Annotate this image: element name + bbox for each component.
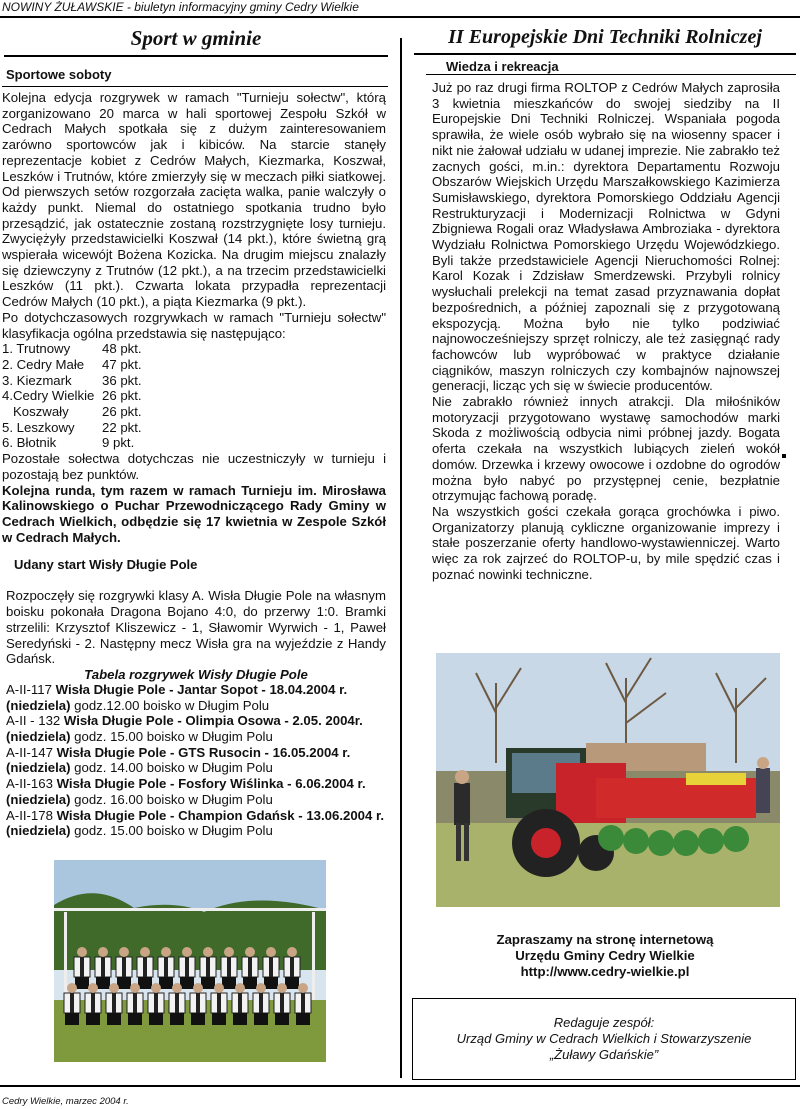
sport-title: Sport w gminie bbox=[130, 26, 262, 50]
standings-row bbox=[2, 388, 390, 404]
fixture-code: A-II-117 bbox=[6, 681, 56, 697]
fixture-teams: Wisła Długie Pole - Olimpia Osowa - 2.05. 2004r. (niedziela) bbox=[6, 713, 363, 745]
editor-line-2: Urząd Gminy w Cedrach Wielkich i Stowarzyszenie bbox=[456, 1031, 752, 1046]
standings-team: 1. Trutnowy bbox=[2, 341, 71, 357]
fixture-time-place: godz. 16.00 boisko w Długim Polu bbox=[70, 791, 273, 807]
roltop-paragraph-1: Już po raz drugi firma ROLTOP z Cedrów Małych zaprosiła 3 kwietnia mieszkańców do swojej siedziby na II Europejskie Dni Techniki Rolniczej. Wspaniała pogoda sprawiła, że wiele osób wybrało się na wiosenny spacer i nikt nie żałował udziału w udanej imprezie. Nie zabrakło też zacnych gości, m.in.: dyrektora Departamentu Rozwoju Obszarów Wiejskich Urzędu Marszałkowskiego Kazimierza Sumisławskiego, dyrektora Pomorskiego Oddziału Agencji Restrukturyzacji i Modernizacji Rolnictwa w Gdyni Zbigniewa Rogali oraz Władysława Ambroziaka - dyrektora Wydziału Rolnictwa Pomorskiego Urzędu Wojewódzkiego. Byli także przedstawiciele Agencji Nieruchomości Rolnej: Karol Kozak i Zdzisław Smerdzewski. Przybyli rolnicy wysłuchali prelekcji na temat zasad przyznawania dopłat bezpośrednich, a później zapoznali się z przygotowaną ekspozycją. Można było nie tylko podziwiać najnowocześniejszy sprzęt rolniczy, ale też zasięgnąć rady fachowców lub wypróbować w praktyce działanie ciągników, maszyn rolniczych czy kombajnów najnowszej generacji, licząc ych się w świecie producentów. bbox=[432, 80, 780, 394]
team-photo bbox=[54, 860, 326, 1062]
standings-row bbox=[2, 404, 390, 420]
heading-rule bbox=[2, 86, 388, 87]
fixture-time-place: godz. 15.00 boisko w Długim Polu bbox=[70, 729, 273, 745]
editor-line-3: „Żuławy Gdańskie” bbox=[549, 1047, 659, 1062]
sport-paragraph-1: Kolejna edycja rozgrywek w ramach "Turnieju sołectw", którą zorganizowano 20 marca w hali sportowej Zespołu Szkół w Cedrach Małych spotkała się z dużym zainteresowaniem zarówno sportowców jak i kibiców. Na starcie stanęły reprezentacje kobiet z Cedrów Małych, Kiezmarka, Koszwał, Leszków i Trutnów, które zmierzyły się w meczach piłki siatkowej. Od pierwszych setów rozgorzała zacięta walka, panie walczyły o każdy punkt. Niemal do ostatniego spotkania trudno było przesądzić, jak ostatecznie zostaną rozstrzygnięte losy turnieju. Zwyciężyły przedstawicielki Koszwał (14 pkt.), które świetną grą wspierała wicewójt Bożena Kozicka. Na drugim miejscu znalazły się dziewczyny z Trutnów (12 pkt.), a na trzecim przedstawicielki Leszków (11 pkt.). Czwarta lokata przypadła reprezentacji Cedrów Małych (10 pkt.), a piąta Kiezmarka (9 pkt.). bbox=[2, 90, 386, 310]
standings-points: 26 pkt. bbox=[102, 388, 142, 404]
left-column bbox=[0, 22, 392, 839]
footer-rule bbox=[0, 1085, 800, 1087]
fixture-code: A-II-178 bbox=[6, 807, 57, 823]
fixture-time-place: godz.12.00 boisko w Długim Polu bbox=[70, 697, 270, 713]
standings-points: 22 pkt. bbox=[102, 419, 142, 435]
standings-points: 9 pkt. bbox=[102, 435, 135, 451]
fixture-item bbox=[6, 682, 386, 713]
fixture-time-place: godz. 15.00 boisko w Długim Polu bbox=[70, 823, 273, 839]
fixture-code: A-II-163 bbox=[6, 776, 57, 792]
fixture-item bbox=[6, 776, 386, 807]
fixture-teams: Wisła Długie Pole - Champion Gdańsk - 13.06.2004 r. (niedziela) bbox=[6, 807, 385, 839]
standings-list bbox=[0, 341, 392, 451]
roltop-paragraph-2: Nie zabrakło również innych atrakcji. Dla miłośników motoryzacji przygotowano wystawę samochodów marki Skoda z możliwością odbycia nimi próbnej jazdy. Bogata oferta czekała na wszystkich lubiących zieleń wokół domów. Drzewka i krzewy owocowe i ozdobne do ogrodów można było nabyć po przystępnej cenie, bezpłatnie otrzymując fachową poradę. bbox=[432, 394, 780, 504]
fixture-code: A-II - 132 bbox=[6, 713, 64, 729]
techniki-title: II Europejskie Dni Techniki Rolniczej bbox=[448, 26, 762, 48]
standings-team: 6. Błotnik bbox=[2, 435, 57, 451]
fixture-code: A-II-147 bbox=[6, 744, 57, 760]
footer-text: Cedry Wielkie, marzec 2004 r. bbox=[2, 1096, 129, 1107]
fixture-item bbox=[6, 713, 386, 744]
header-rule bbox=[0, 16, 800, 18]
standings-row bbox=[2, 357, 390, 373]
standings-points: 26 pkt. bbox=[102, 404, 142, 420]
wisla-paragraph: Rozpoczęły się rozgrywki klasy A. Wisła Długie Pole na własnym boisku pokonała Dragona Bojano 4:0, do przerwy 1:0. Bramki strzelili: Krzysztof Kliszewicz - 1, Sławomir Wyrwich - 1, Paweł Seredyński - 2. Następny mecz Wisła gra na wyjeździe z Handy Gdańsk. bbox=[6, 588, 386, 667]
fixture-teams: Wisła Długie Pole - Jantar Sopot - 18.04.2004 r.(niedziela) bbox=[6, 681, 348, 713]
standings-row bbox=[2, 420, 390, 436]
standings-row bbox=[2, 373, 390, 389]
column-divider bbox=[400, 38, 402, 1078]
website-link[interactable]: http://www.cedry-wielkie.pl bbox=[520, 964, 690, 979]
fixture-item bbox=[6, 745, 386, 776]
tractor-photo bbox=[436, 653, 780, 907]
invite-line-2: Urzędu Gminy Cedry Wielkie bbox=[515, 948, 695, 963]
standings-team: 4.Cedry Wielkie bbox=[2, 388, 95, 404]
standings-team: 3. Kiezmark bbox=[2, 372, 72, 388]
standings-team: Koszwały bbox=[2, 404, 69, 420]
standings-team: 2. Cedry Małe bbox=[2, 356, 85, 372]
wiedza-rule bbox=[426, 74, 796, 75]
editorial-box bbox=[412, 998, 796, 1080]
bulletin-header: NOWINY ŻUŁAWSKIE - biuletyn informacyjny gminy Cedry Wielkie bbox=[2, 0, 359, 14]
standings-row bbox=[2, 341, 390, 357]
website-invite bbox=[410, 932, 800, 980]
fixture-item bbox=[6, 808, 386, 839]
fixture-time-place: godz. 14.00 boisko w Długim Polu bbox=[70, 760, 273, 776]
right-column bbox=[410, 22, 800, 583]
stray-dot bbox=[782, 454, 786, 458]
sport-paragraph-3: Pozostałe sołectwa dotychczas nie uczestniczyły w turnieju i pozostają bez punktów. bbox=[2, 451, 386, 482]
wisla-heading: Udany start Wisły Długie Pole bbox=[14, 557, 198, 573]
sport-paragraph-4: Kolejna runda, tym razem w ramach Turnieju im. Mirosława Kalinowskiego o Puchar Przewodniczącego Rady Gminy w Cedrach Wielkich, odbędzie się 17 kwietnia w Zespole Szkół w Cedrach Małych. bbox=[2, 482, 386, 545]
standings-team: 5. Leszkowy bbox=[2, 419, 75, 435]
wiedza-heading: Wiedza i rekreacja bbox=[446, 59, 559, 74]
invite-line-1: Zapraszamy na stronę internetową bbox=[496, 932, 714, 947]
sport-heading: Sportowe soboty bbox=[6, 67, 112, 82]
fixtures-list bbox=[0, 682, 392, 839]
standings-points: 48 pkt. bbox=[102, 341, 142, 357]
roltop-paragraph-3: Na wszystkich gości czekała gorąca grochówka i piwo. Organizatorzy planują cykliczne organizowanie imprezy i stałe poszerzanie oferty handlowo-wystawienniczej. Warto więc za rok zajrzeć do ROLTOP-u, by mile spędzić czas i poznać nowinki techniczne. bbox=[432, 503, 780, 582]
editor-line-1: Redaguje zespół: bbox=[553, 1015, 655, 1030]
fixture-teams: Wisła Długie Pole - GTS Rusocin - 16.05.2004 r. (niedziela) bbox=[6, 744, 351, 776]
standings-row bbox=[2, 435, 390, 451]
sport-paragraph-2: Po dotychczasowych rozgrywkach w ramach "Turnieju sołectw" klasyfikacja ogólna przedstawia się następująco: bbox=[2, 309, 386, 341]
standings-points: 36 pkt. bbox=[102, 372, 142, 388]
fixtures-title: Tabela rozgrywek Wisły Długie Pole bbox=[84, 666, 308, 682]
standings-points: 47 pkt. bbox=[102, 356, 142, 372]
fixture-teams: Wisła Długie Pole - Fosfory Wiślinka - 6.06.2004 r. (niedziela) bbox=[6, 776, 366, 807]
